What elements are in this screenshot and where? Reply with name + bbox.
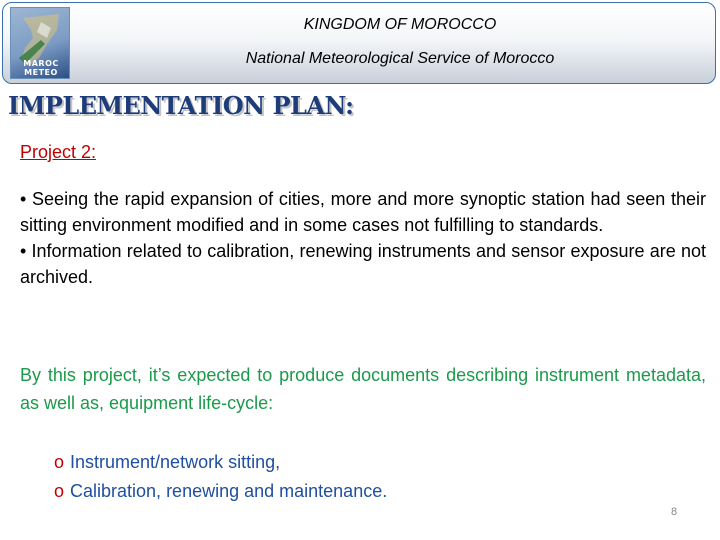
bullet-item-archiving: • Information related to calibration, renewing instruments and sensor exposure are not archived. xyxy=(20,241,706,287)
deliverables-list xyxy=(54,448,387,506)
project-purpose: By this project, it’s expected to produce documents describing instrument metadata, as well as, equipment life-cycle: xyxy=(20,365,706,413)
maroc-meteo-logo xyxy=(10,7,70,79)
header-bar xyxy=(2,2,716,84)
list-item-text: Calibration, renewing and maintenance. xyxy=(70,481,388,501)
bullet-item-expansion: • Seeing the rapid expansion of cities, more and more synoptic station had seen their sitting environment modified and in some cases not fulfilling to standards. xyxy=(20,189,706,235)
logo-text: MAROC METEO xyxy=(23,59,59,77)
header-agency: National Meteorological Service of Morocco xyxy=(245,50,555,67)
page-number: 8 xyxy=(671,506,678,518)
list-item-text: Instrument/network sitting, xyxy=(70,452,281,472)
list-marker: o xyxy=(54,452,65,472)
list-item xyxy=(54,477,387,506)
bullet-list xyxy=(20,186,706,290)
project-label: Project 2: xyxy=(20,142,97,162)
header-country: KINGDOM OF MOROCCO xyxy=(303,16,497,33)
slide-title: IMPLEMENTATION PLAN: xyxy=(8,91,354,120)
list-marker: o xyxy=(54,481,65,501)
list-item xyxy=(54,448,387,477)
